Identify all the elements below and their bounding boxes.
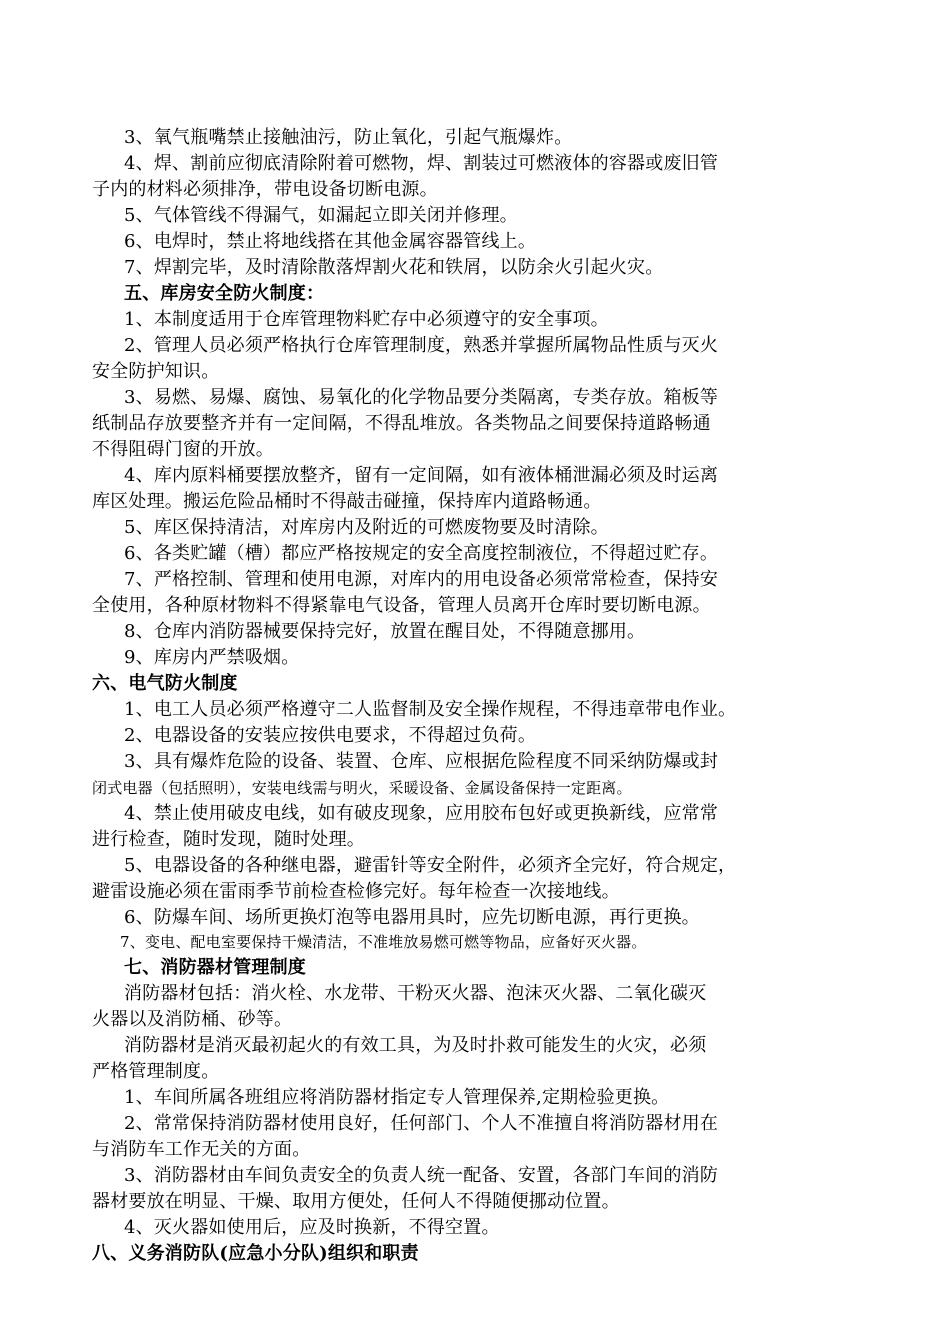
- paragraph-line: 1、本制度适用于仓库管理物料贮存中必须遵守的安全事项。: [124, 309, 609, 330]
- paragraph-line: 5、电器设备的各种继电器，避雷针等安全附件，必须齐全完好，符合规定，: [124, 855, 737, 876]
- paragraph-line: 进行检查，随时发现，随时处理。: [92, 829, 365, 850]
- paragraph-line: 5、气体管线不得漏气，如漏起立即关闭并修理。: [124, 205, 518, 226]
- paragraph-line: 火器以及消防桶、砂等。: [92, 1009, 293, 1030]
- paragraph-line: 器材要放在明显、干燥、取用方便处，任何人不得随便挪动位置。: [92, 1191, 620, 1212]
- paragraph-line: 消防器材是消灭最初起火的有效工具，为及时扑救可能发生的火灾，必须: [124, 1035, 707, 1056]
- paragraph-line: 8、仓库内消防器械要保持完好，放置在醒目处，不得随意挪用。: [124, 621, 646, 642]
- section-heading: 五、库房安全防火制度：: [124, 283, 325, 304]
- paragraph-line: 4、灭火器如使用后，应及时换新，不得空置。: [124, 1217, 500, 1238]
- section-heading: 七、消防器材管理制度: [124, 957, 306, 978]
- paragraph-line: 6、电焊时，禁止将地线搭在其他金属容器管线上。: [124, 231, 537, 252]
- paragraph-line: 2、常常保持消防器材使用良好，任何部门、个人不准擅自将消防器材用在: [124, 1113, 719, 1134]
- paragraph-line: 1、电工人员必须严格遵守二人监督制及安全操作规程，不得违章带电作业。: [124, 699, 737, 720]
- paragraph-line: 严格管理制度。: [92, 1061, 220, 1082]
- paragraph-line: 3、消防器材由车间负责安全的负责人统一配备、安置，各部门车间的消防: [124, 1165, 719, 1186]
- paragraph-line: 3、具有爆炸危险的设备、装置、仓库、应根据危险程度不同采纳防爆或封: [124, 751, 719, 772]
- paragraph-line: 2、电器设备的安装应按供电要求，不得超过负荷。: [124, 725, 537, 746]
- paragraph-line: 1、车间所属各班组应将消防器材指定专人管理保养,定期检验更换。: [124, 1087, 670, 1108]
- paragraph-line: 闭式电器（包括照明），安装电线需与明火，采暖设备、金属设备保持一定距离。: [92, 779, 632, 797]
- section-heading: 六、电气防火制度: [92, 673, 238, 694]
- paragraph-line: 全使用，各种原材物料不得紧靠电气设备，管理人员离开仓库时要切断电源。: [92, 595, 711, 616]
- paragraph-line: 避雷设施必须在雷雨季节前检查检修完好。每年检查一次接地线。: [92, 881, 620, 902]
- paragraph-line: 消防器材包括：消火栓、水龙带、干粉灭火器、泡沫灭火器、二氧化碳灭: [124, 983, 707, 1004]
- paragraph-line: 6、各类贮罐（槽）都应严格按规定的安全高度控制液位，不得超过贮存。: [124, 543, 719, 564]
- paragraph-line: 5、库区保持清洁，对库房内及附近的可燃废物要及时清除。: [124, 517, 609, 538]
- section-heading: 八、义务消防队(应急小分队)组织和职责: [92, 1243, 419, 1264]
- paragraph-line: 3、易燃、易爆、腐蚀、易氧化的化学物品要分类隔离，专类存放。箱板等: [124, 387, 719, 408]
- paragraph-line: 4、焊、割前应彻底清除附着可燃物，焊、割装过可燃液体的容器或废旧管: [124, 153, 719, 174]
- paragraph-line: 子内的材料必须排净，带电设备切断电源。: [92, 179, 438, 200]
- paragraph-line: 3、氧气瓶嘴禁止接触油污，防止氧化，引起气瓶爆炸。: [124, 127, 573, 148]
- paragraph-line: 库区处理。搬运危险品桶时不得敲击碰撞，保持库内道路畅通。: [92, 491, 602, 512]
- paragraph-line: 7、变电、配电室要保持干燥清洁，不准堆放易燃可燃等物品，应备好灭火器。: [120, 933, 647, 951]
- paragraph-line: 7、焊割完毕，及时清除散落焊割火花和铁屑，以防余火引起火灾。: [124, 257, 664, 278]
- paragraph-line: 与消防车工作无关的方面。: [92, 1139, 311, 1160]
- paragraph-line: 7、严格控制、管理和使用电源，对库内的用电设备必须常常检查，保持安: [124, 569, 719, 590]
- paragraph-line: 4、禁止使用破皮电线，如有破皮现象，应用胶布包好或更换新线，应常常: [124, 803, 719, 824]
- paragraph-line: 4、库内原料桶要摆放整齐，留有一定间隔，如有液体桶泄漏必须及时运离: [124, 465, 719, 486]
- paragraph-line: 2、管理人员必须严格执行仓库管理制度，熟悉并掌握所属物品性质与灭火: [124, 335, 719, 356]
- paragraph-line: 6、防爆车间、场所更换灯泡等电器用具时，应先切断电源，再行更换。: [124, 907, 700, 928]
- paragraph-line: 安全防护知识。: [92, 361, 220, 382]
- paragraph-line: 9、库房内严禁吸烟。: [124, 647, 300, 668]
- paragraph-line: 不得阻碍门窗的开放。: [92, 439, 274, 460]
- paragraph-line: 纸制品存放要整齐并有一定间隔，不得乱堆放。各类物品之间要保持道路畅通: [92, 413, 711, 434]
